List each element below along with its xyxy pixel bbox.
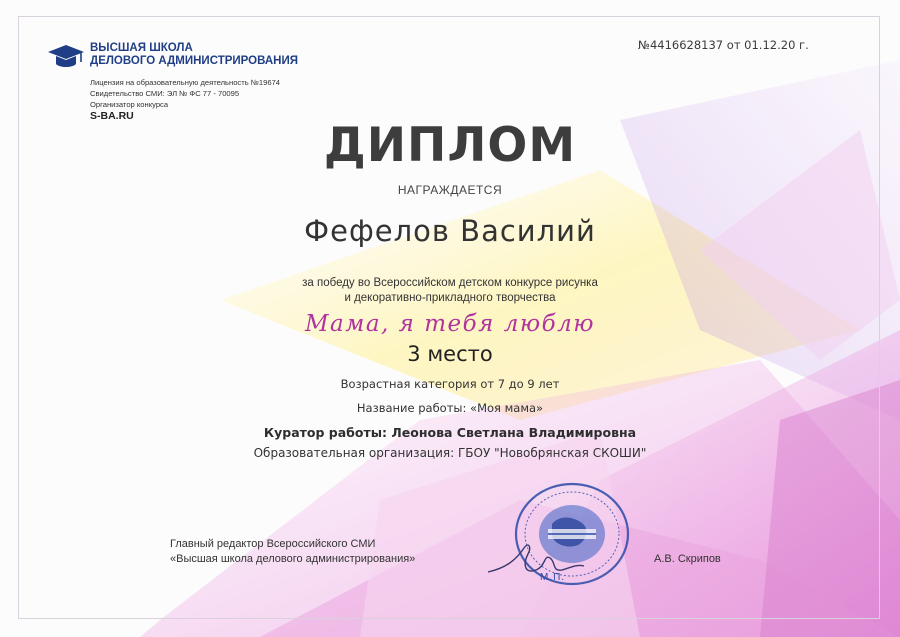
awarded-label: НАГРАЖДАЕТСЯ (397, 183, 503, 197)
award-reason-line2: и декоративно-прикладного творчества (344, 292, 556, 304)
organization-details (90, 77, 280, 110)
school-name: Образовательная организация: ГБОУ "Новобрянская СКОШИ" (253, 446, 647, 460)
organization-name (90, 42, 298, 68)
org-name-line2: ДЕЛОВОГО АДМИНИСТРИРОВАНИЯ (90, 55, 299, 67)
editor-title (170, 537, 415, 567)
document-number: №4416628137 от 01.12.20 г. (638, 38, 809, 52)
license-text: Лицензия на образовательную деятельность №19674 (90, 78, 281, 87)
award-reason-line1: за победу во Всероссийском детском конкурсе рисунка (302, 277, 598, 289)
age-category: Возрастная категория от 7 до 9 лет (340, 377, 560, 391)
diploma-title: ДИПЛОМ (323, 118, 577, 173)
editor-name: А.В. Скрипов (654, 553, 721, 565)
org-name-line1: ВЫСШАЯ ШКОЛА (90, 42, 193, 54)
editor-title-line1: Главный редактор Всероссийского СМИ (170, 538, 376, 550)
recipient-name: Фефелов Василий (304, 214, 596, 248)
contest-name: Мама, я тебя люблю (304, 311, 596, 337)
organization-logo (46, 42, 298, 70)
graduation-cap-icon (46, 42, 86, 70)
organizer-text: Организатор конкурса (90, 100, 169, 109)
award-reason (200, 276, 700, 306)
work-title: Название работы: «Моя мама» (356, 401, 544, 415)
place-label: 3 место (407, 342, 493, 366)
curator-name: Куратор работы: Леонова Светлана Владимировна (263, 425, 637, 440)
media-certificate-text: Свидетельство СМИ: ЭЛ № ФС 77 - 70095 (90, 89, 240, 98)
editor-signature (486, 540, 586, 580)
editor-title-line2: «Высшая школа делового администрирования» (170, 553, 416, 565)
website-label: S-BA.RU (90, 110, 134, 122)
stamp-mark: М.П. (540, 572, 566, 583)
